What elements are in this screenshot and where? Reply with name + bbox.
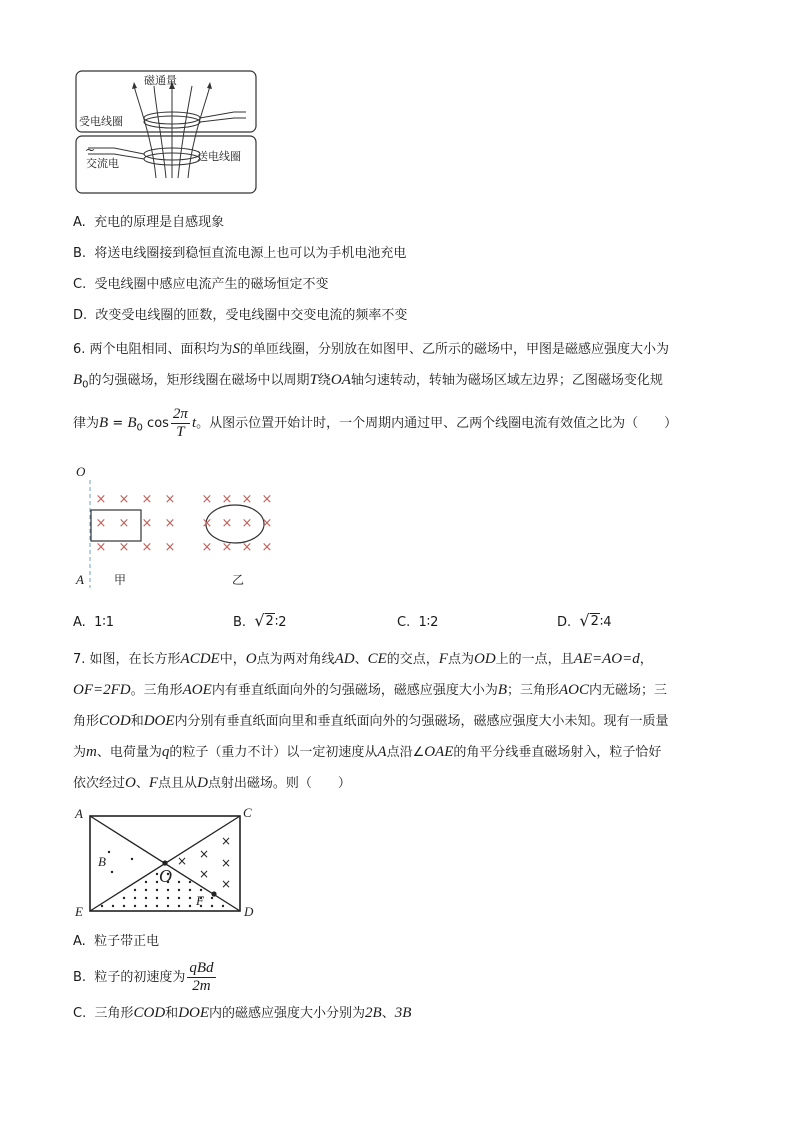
q7-rectangle-figure: [72, 802, 262, 920]
field-cross-mark: ×: [220, 877, 232, 891]
q5-option-c: C. 受电线圈中感应电流产生的磁场恒定不变: [73, 277, 329, 292]
field-cross-mark: ×: [176, 854, 188, 868]
field-dot-mark: [156, 889, 158, 891]
field-dot-mark: [222, 905, 224, 907]
field-cross-mark: ×: [141, 516, 153, 531]
field-dot-mark: [189, 905, 191, 907]
field-cross-mark: ×: [164, 540, 176, 555]
field-dot-mark: [156, 897, 158, 899]
field-dot-mark: [200, 889, 202, 891]
field-dot-mark: [156, 881, 158, 883]
q7-label-o: O: [159, 866, 172, 886]
q7-stem-line2: OF=2FD。三角形AOE内有垂直纸面向外的匀强磁场，磁感应强度大小为B；三角形AOC内无磁场；三: [73, 682, 668, 698]
q7-option-b: B. 粒子的初速度为 $\frac{\text{qBd}}{2m}$: [73, 960, 214, 994]
q6-label-yi: 乙: [232, 573, 245, 587]
field-dot-mark: [111, 871, 113, 873]
field-cross-mark: ×: [220, 856, 232, 870]
field-dot-mark: [156, 905, 158, 907]
field-cross-mark: ×: [198, 867, 210, 881]
field-dot-mark: [145, 897, 147, 899]
field-dot-mark: [178, 905, 180, 907]
field-cross-mark: ×: [241, 492, 253, 507]
q7-option-c: C. 三角形COD和DOE内的磁感应强度大小分别为2B、3B: [73, 1005, 412, 1021]
field-cross-mark: ×: [241, 540, 253, 555]
field-cross-mark: ×: [221, 540, 233, 555]
q7-stem-line3: 角形COD和DOE内分别有垂直纸面向里和垂直纸面向外的匀强磁场，磁感应强度大小未知。现有一质量: [73, 713, 669, 729]
q7-label-a: A: [75, 806, 83, 821]
field-cross-mark: ×: [261, 540, 273, 555]
q6-stem-line1: 6. 两个电阻相同、面积均为S的单匝线圈，分别放在如图甲、乙所示的磁场中，甲图是磁感应强度大小为: [73, 341, 670, 357]
field-dot-mark: [189, 881, 191, 883]
q6-option-d-sqrt: √ 2: [579, 611, 599, 630]
field-dot-mark: [211, 905, 213, 907]
field-dot-mark: [134, 889, 136, 891]
q7-label-f: F: [196, 893, 204, 908]
field-cross-mark: ×: [164, 492, 176, 507]
q6-stem-line2: $B_0$的匀强磁场，矩形线圈在磁场中以周期T绕OA轴匀速转动，转轴为磁场区域左边界；乙图磁场变化规: [73, 372, 663, 391]
field-dot-mark: [123, 905, 125, 907]
q7-label-b: B: [98, 854, 106, 869]
field-cross-mark: ×: [220, 834, 232, 848]
field-dot-mark: [156, 873, 158, 875]
field-cross-mark: ×: [118, 540, 130, 555]
ac-label: 交流电: [86, 157, 119, 170]
field-cross-mark: ×: [198, 847, 210, 861]
q6-label-a: A: [76, 572, 84, 587]
q5-option-a: A. 充电的原理是自感现象: [73, 215, 225, 230]
field-dot-mark: [145, 905, 147, 907]
q6-option-d: D. √ 2 ∶4: [557, 611, 612, 630]
field-cross-mark: ×: [95, 516, 107, 531]
q7-stem-line1: 7. 如图，在长方形ACDE中，O点为两对角线AD、CE的交点，F点为OD上的一点，且AE=AO=d，: [73, 651, 653, 667]
field-cross-mark: ×: [141, 540, 153, 555]
q7-label-d: D: [244, 904, 254, 919]
field-cross-mark: ×: [201, 516, 213, 531]
q7-label-e: E: [75, 904, 83, 919]
q6-fraction: $\frac{2\pi}{T}$: [172, 406, 188, 440]
field-cross-mark: ×: [221, 492, 233, 507]
field-cross-mark: ×: [241, 516, 253, 531]
field-dot-mark: [189, 889, 191, 891]
field-cross-mark: ×: [221, 516, 233, 531]
field-dot-mark: [134, 905, 136, 907]
q6-field-crosses: [96, 492, 273, 555]
field-dot-mark: [145, 889, 147, 891]
q6-option-b-sqrt: √ 2: [254, 611, 274, 630]
field-dot-mark: [178, 897, 180, 899]
field-cross-mark: ×: [261, 516, 273, 531]
field-dot-mark: [178, 881, 180, 883]
field-cross-mark: ×: [201, 492, 213, 507]
field-dot-mark: [178, 889, 180, 891]
q6-stem-line3: 律为$B = B_0$ cos $\frac{2\pi}{T}$ t。从图示位置开始计时，一个周期内通过甲、乙两个线圈电流有效值之比为（ ）: [73, 406, 678, 440]
flux-label: 磁通量: [144, 74, 177, 87]
field-cross-mark: ×: [95, 492, 107, 507]
field-cross-mark: ×: [118, 492, 130, 507]
q6-label-jia: 甲: [114, 573, 127, 587]
field-cross-mark: ×: [141, 492, 153, 507]
q7-stem-line5: 依次经过O、F点且从D点射出磁场。则（ ）: [73, 775, 351, 791]
field-dot-mark: [123, 897, 125, 899]
q5-option-d: D. 改变受电线圈的匝数，受电线圈中交变电流的频率不变: [73, 308, 408, 323]
wireless-charging-figure: [74, 68, 258, 196]
q5-option-b: B. 将送电线圈接到稳恒直流电源上也可以为手机电池充电: [73, 246, 407, 261]
field-dot-mark: [167, 905, 169, 907]
q6-option-c: C. 1∶2: [397, 615, 439, 630]
q7-option-a: A. 粒子带正电: [73, 934, 160, 949]
field-dot-mark: [167, 897, 169, 899]
field-dot-mark: [134, 897, 136, 899]
receiver-coil-label: 受电线圈: [79, 115, 123, 128]
field-dot-mark: [145, 881, 147, 883]
field-dot-mark: [211, 897, 213, 899]
q6-option-b: B. √ 2 ∶2: [233, 611, 287, 630]
q6-option-a: A. 1∶1: [73, 615, 114, 630]
field-dot-mark: [189, 897, 191, 899]
q7-option-b-fraction: $\frac{\text{qBd}}{2m}$: [189, 960, 214, 994]
field-dot-mark: [108, 851, 110, 853]
q7-stem-line4: 为m、电荷量为q的粒子（重力不计）以一定初速度从A点沿∠OAE的角平分线垂直磁场射入，粒子恰好: [73, 744, 662, 760]
q7-label-c: C: [243, 805, 252, 820]
q6-label-o: O: [76, 464, 86, 479]
field-cross-mark: ×: [95, 540, 107, 555]
field-dot-mark: [131, 858, 133, 860]
sender-coil-label: 送电线圈: [197, 150, 241, 163]
field-cross-mark: ×: [201, 540, 213, 555]
q7-field-crosses: [177, 834, 231, 891]
field-cross-mark: ×: [118, 516, 130, 531]
q6-magnetic-field-figure: [70, 458, 290, 592]
field-cross-mark: ×: [164, 516, 176, 531]
ac-symbol: ~: [85, 143, 96, 157]
field-cross-mark: ×: [261, 492, 273, 507]
field-dot-mark: [112, 905, 114, 907]
field-dot-mark: [101, 905, 103, 907]
field-dot-mark: [167, 889, 169, 891]
